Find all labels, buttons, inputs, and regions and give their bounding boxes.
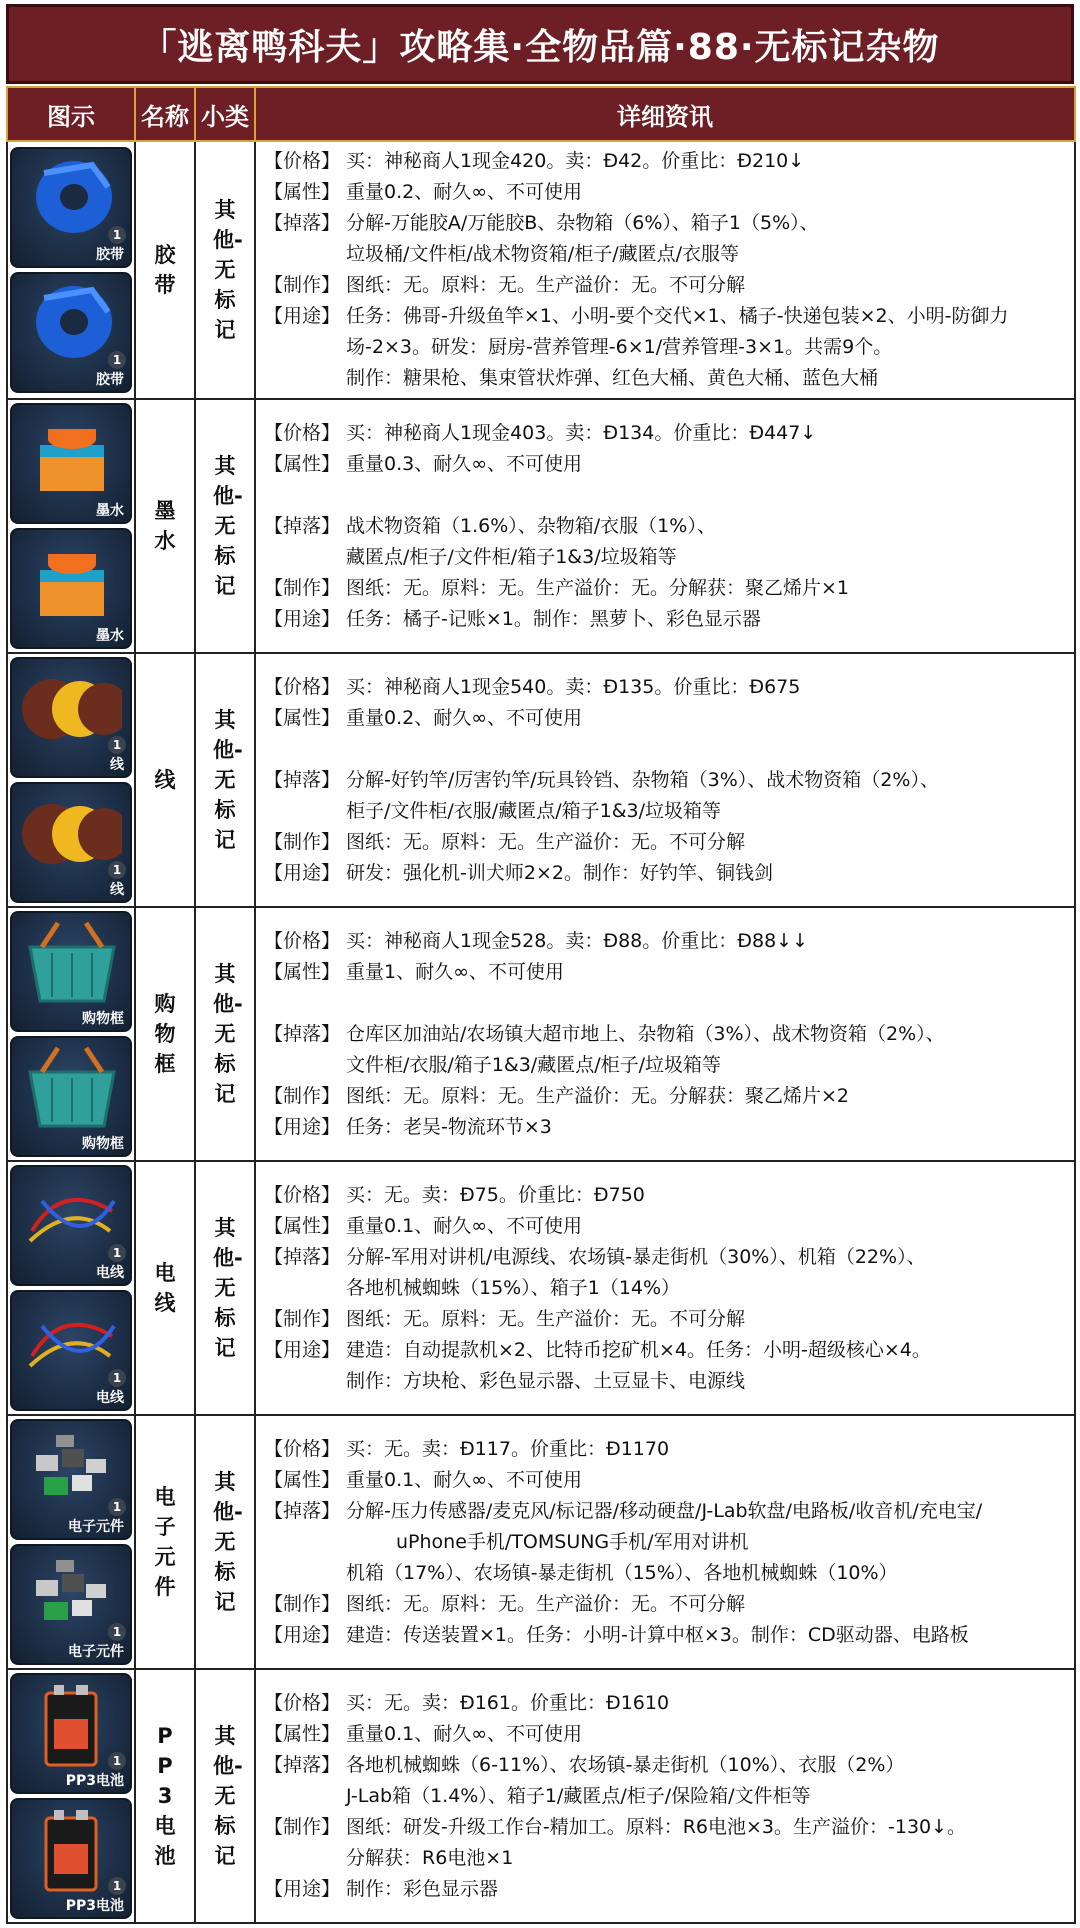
detail-row [264,957,1068,988]
detail-line: 重量0.2、耐久∞、不可使用 [346,706,583,729]
detail-tag: 【制作】 [264,274,341,296]
item-detail-cell [255,907,1075,1161]
detail-tag: 【属性】 [264,181,341,203]
item-subcategory: 其他-无标记 [213,962,243,1106]
detail-line: 买：神秘商人1现金528。卖：Ð88。价重比：Ð88↓↓ [346,929,808,952]
wire-bundle-icon [10,1165,132,1286]
item-name-cell [135,1161,195,1415]
item-count-badge: 1 [108,1498,126,1516]
detail-row [264,1019,1068,1081]
detail-row [264,1112,1068,1143]
image-cell [7,1669,135,1923]
detail-line: 任务：佛哥-升级鱼竿×1、小明-要个交代×1、橘子-快递包装×2、小明-防御力 [346,305,1009,327]
detail-line: 场-2×3。研发：厨房-营养管理-6×1/营养管理-3×1。共需9个。 [346,336,893,358]
item-subcategory: 其他-无标记 [213,454,243,598]
detail-line: 买：无。卖：Ð75。价重比：Ð750 [346,1183,645,1206]
image-cell [7,1415,135,1669]
detail-line: 分解-万能胶A/万能胶B、杂物箱（6%）、箱子1（5%）、 [346,212,819,234]
blue-tape-icon [10,147,132,268]
detail-line: 图纸：无。原料：无。生产溢价：无。不可分解 [346,274,746,296]
detail-line: 制作：彩色显示器 [346,1877,499,1900]
detail-row [264,146,1068,177]
detail-tag: 【价格】 [264,1437,341,1460]
detail-row [264,1304,1068,1335]
detail-line: 各地机械蜘蛛（6-11%）、农场镇-暴走街机（10%）、衣服（2%） [346,1753,905,1776]
icon-caption: 电子元件 [68,1644,124,1660]
item-sub-cell [195,1161,255,1415]
detail-tag: 【制作】 [264,830,341,853]
detail-tag: 【用途】 [264,1115,341,1138]
table-row [7,907,1075,1161]
table-row [7,141,1075,399]
table-row [7,1415,1075,1669]
detail-row [264,858,1068,889]
detail-row [264,1465,1068,1496]
ink-box-icon [10,528,132,649]
detail-tag: 【用途】 [264,607,341,630]
detail-line: 买：神秘商人1现金403。卖：Ð134。价重比：Ð447↓ [346,421,817,444]
detail-line: 文件柜/衣服/箱子1&3/藏匿点/柜子/垃圾箱等 [346,1053,722,1076]
item-count-badge: 1 [108,1623,126,1641]
icon-caption: 胶带 [96,372,124,388]
icon-caption: 电线 [96,1390,124,1406]
icon-caption: 线 [110,757,124,773]
item-count-badge: 1 [108,861,126,879]
item-count-badge: 1 [108,1877,126,1895]
detail-line: 买：无。卖：Ð117。价重比：Ð1170 [346,1437,670,1460]
item-detail-cell [255,1669,1075,1923]
detail-tag [264,988,346,1019]
detail-tag: 【掉落】 [264,1753,341,1776]
detail-line: 战术物资箱（1.6%）、杂物箱/衣服（1%）、 [346,514,716,537]
detail-tag: 【价格】 [264,929,341,952]
detail-tag [264,734,346,765]
detail-line: 藏匿点/柜子/文件柜/箱子1&3/垃圾箱等 [346,545,677,568]
item-subcategory: 其他-无标记 [213,1724,243,1868]
title-bar [6,4,1074,84]
item-detail-cell [255,653,1075,907]
item-name: 购物框 [154,992,176,1076]
detail-line: 任务：橘子-记账×1。制作：黑萝卜、彩色显示器 [346,607,761,630]
detail-row [264,1496,1068,1589]
detail-line: 重量0.1、耐久∞、不可使用 [346,1468,583,1491]
detail-row [264,1211,1068,1242]
image-cell [7,141,135,399]
thread-spool-icon [10,657,132,778]
pp3-battery-icon [10,1798,132,1919]
detail-row [264,734,1068,765]
image-cell [7,653,135,907]
item-name: 胶带 [154,243,176,297]
table-header-row [7,87,1075,141]
detail-tag: 【价格】 [264,1691,341,1714]
detail-line: 图纸：无。原料：无。生产溢价：无。分解获：聚乙烯片×2 [346,1084,850,1107]
ink-box-icon [10,403,132,524]
detail-line: 图纸：无。原料：无。生产溢价：无。分解获：聚乙烯片×1 [346,576,850,599]
shopping-basket-icon [10,911,132,1032]
detail-row [264,573,1068,604]
detail-line: 垃圾桶/文件柜/战术物资箱/柜子/藏匿点/衣服等 [346,243,740,265]
icon-caption: 胶带 [96,247,124,263]
icon-caption: 购物框 [82,1136,124,1152]
detail-row [264,1620,1068,1651]
detail-tag: 【掉落】 [264,1499,341,1522]
detail-line: 买：神秘商人1现金420。卖：Ð42。价重比：Ð210↓ [346,150,805,172]
item-name: PP3电池 [154,1724,176,1868]
thread-spool-icon [10,782,132,903]
page-title: 「逃离鸭科夫」攻略集·全物品篇·88·无标记杂物 [140,26,940,68]
icon-caption: 电线 [96,1265,124,1281]
detail-row [264,672,1068,703]
detail-tag: 【制作】 [264,1084,341,1107]
icon-caption: 墨水 [96,503,124,519]
detail-line: J-Lab箱（1.4%）、箱子1/藏匿点/柜子/保险箱/文件柜等 [346,1784,811,1807]
item-detail-cell [255,1161,1075,1415]
detail-line: 分解-好钓竿/厉害钓竿/玩具铃铛、杂物箱（3%）、战术物资箱（2%）、 [346,768,939,791]
image-cell [7,399,135,653]
header-name: 名称 [135,87,195,141]
detail-row [264,1081,1068,1112]
electronic-parts-icon [10,1544,132,1665]
detail-tag: 【用途】 [264,1877,341,1900]
icon-caption: 墨水 [96,628,124,644]
table-row [7,653,1075,907]
detail-tag: 【价格】 [264,150,341,172]
blue-tape-icon [10,272,132,393]
item-name-cell [135,399,195,653]
detail-row [264,511,1068,573]
detail-row [264,1874,1068,1905]
item-count-badge: 1 [108,736,126,754]
detail-line: 重量1、耐久∞、不可使用 [346,960,564,983]
item-count-badge: 1 [108,1752,126,1770]
detail-line: 重量0.3、耐久∞、不可使用 [346,452,583,475]
item-sub-cell [195,1669,255,1923]
detail-line: 图纸：研发-升级工作台-精加工。原料：R6电池×3。生产溢价：-130↓。 [346,1815,967,1838]
detail-line: 任务：老吴-物流环节×3 [346,1115,552,1138]
item-detail-cell [255,141,1075,399]
item-sub-cell [195,907,255,1161]
icon-caption: 电子元件 [68,1519,124,1535]
detail-line: 研发：强化机-训犬师2×2。制作：好钓竿、铜钱剑 [346,861,773,884]
detail-tag: 【属性】 [264,1468,341,1491]
detail-tag [264,480,346,511]
detail-tag: 【属性】 [264,1214,341,1237]
item-name-cell [135,1415,195,1669]
detail-tag: 【属性】 [264,452,341,475]
detail-row [264,926,1068,957]
detail-line: 买：神秘商人1现金540。卖：Ð135。价重比：Ð675 [346,675,801,698]
detail-line: 重量0.2、耐久∞、不可使用 [346,181,583,203]
detail-tag: 【制作】 [264,576,341,599]
detail-line: 买：无。卖：Ð161。价重比：Ð1610 [346,1691,670,1714]
icon-caption: PP3电池 [65,1773,124,1789]
detail-row [264,1242,1068,1304]
detail-row [264,1719,1068,1750]
detail-tag: 【用途】 [264,861,341,884]
detail-line: 重量0.1、耐久∞、不可使用 [346,1722,583,1745]
detail-row [264,1750,1068,1812]
detail-tag: 【属性】 [264,706,341,729]
item-subcategory: 其他-无标记 [213,1216,243,1360]
detail-tag: 【制作】 [264,1307,341,1330]
detail-line: 各地机械蜘蛛（15%）、箱子1（14%） [346,1276,681,1299]
detail-line [346,988,1068,1019]
detail-tag: 【制作】 [264,1592,341,1615]
item-sub-cell [195,1415,255,1669]
detail-tag: 【用途】 [264,1338,341,1361]
item-subcategory: 其他-无标记 [213,708,243,852]
detail-row [264,418,1068,449]
item-subcategory: 其他-无标记 [213,198,243,342]
table-row [7,1669,1075,1923]
icon-caption: 线 [110,882,124,898]
detail-row [264,1688,1068,1719]
item-name: 线 [154,768,176,792]
detail-row [264,301,1068,394]
item-sub-cell [195,399,255,653]
detail-line: 重量0.1、耐久∞、不可使用 [346,1214,583,1237]
detail-row [264,480,1068,511]
detail-row [264,208,1068,270]
shopping-basket-icon [10,1036,132,1157]
detail-tag: 【掉落】 [264,514,341,537]
detail-row [264,604,1068,635]
detail-line [346,734,1068,765]
detail-tag: 【掉落】 [264,1245,341,1268]
item-count-badge: 1 [108,1244,126,1262]
item-count-badge: 1 [108,351,126,369]
table-row [7,1161,1075,1415]
item-name-cell [135,907,195,1161]
detail-tag: 【价格】 [264,421,341,444]
image-cell [7,907,135,1161]
item-name-cell [135,141,195,399]
detail-line: uPhone手机/TOMSUNG手机/军用对讲机 [396,1530,749,1553]
detail-line: 仓库区加油站/农场镇大超市地上、杂物箱（3%）、战术物资箱（2%）、 [346,1022,945,1045]
detail-line: 图纸：无。原料：无。生产溢价：无。不可分解 [346,1307,746,1330]
detail-tag: 【掉落】 [264,1022,341,1045]
detail-tag: 【属性】 [264,960,341,983]
detail-row [264,270,1068,301]
detail-row [264,449,1068,480]
electronic-parts-icon [10,1419,132,1540]
wire-bundle-icon [10,1290,132,1411]
icon-caption: 购物框 [82,1011,124,1027]
detail-tag: 【用途】 [264,305,341,327]
item-count-badge: 1 [108,1369,126,1387]
detail-line: 机箱（17%）、农场镇-暴走街机（15%）、各地机械蜘蛛（10%） [346,1561,898,1584]
detail-row [264,827,1068,858]
item-name: 墨水 [154,499,176,553]
item-sub-cell [195,141,255,399]
detail-tag: 【属性】 [264,1722,341,1745]
item-count-badge: 1 [108,226,126,244]
detail-line: 制作：糖果枪、集束管状炸弹、红色大桶、黄色大桶、蓝色大桶 [346,367,879,389]
item-name: 电子元件 [154,1485,176,1599]
pp3-battery-icon [10,1673,132,1794]
detail-line: 制作：方块枪、彩色显示器、土豆显卡、电源线 [346,1369,746,1392]
detail-row [264,765,1068,827]
item-name-cell [135,653,195,907]
item-detail-cell [255,399,1075,653]
detail-tag: 【掉落】 [264,768,341,791]
item-detail-cell [255,1415,1075,1669]
detail-tag: 【掉落】 [264,212,341,234]
detail-tag: 【价格】 [264,675,341,698]
detail-line: 分解获：R6电池×1 [346,1846,514,1869]
detail-tag: 【制作】 [264,1815,341,1838]
detail-row [264,1335,1068,1397]
detail-row [264,703,1068,734]
detail-line: 柜子/文件柜/衣服/藏匿点/箱子1&3/垃圾箱等 [346,799,722,822]
item-name: 电线 [154,1261,176,1315]
table-row [7,399,1075,653]
item-sub-cell [195,653,255,907]
detail-line: 图纸：无。原料：无。生产溢价：无。不可分解 [346,1592,746,1615]
detail-row [264,1812,1068,1874]
icon-caption: PP3电池 [65,1898,124,1914]
detail-row [264,1589,1068,1620]
item-subcategory: 其他-无标记 [213,1470,243,1614]
item-name-cell [135,1669,195,1923]
header-sub: 小类 [195,87,255,141]
detail-tag: 【用途】 [264,1623,341,1646]
detail-line: 建造：传送装置×1。任务：小明-计算中枢×3。制作：CD驱动器、电路板 [346,1623,969,1646]
detail-tag: 【价格】 [264,1183,341,1206]
header-detail: 详细资讯 [255,87,1075,141]
items-table [6,86,1076,1924]
detail-row [264,988,1068,1019]
detail-row [264,1434,1068,1465]
detail-line: 图纸：无。原料：无。生产溢价：无。不可分解 [346,830,746,853]
detail-row [264,1180,1068,1211]
detail-line: 分解-压力传感器/麦克风/标记器/移动硬盘/J-Lab软盘/电路板/收音机/充电宝/ [346,1499,983,1522]
detail-line [346,480,1068,511]
header-image: 图示 [7,87,135,141]
detail-line: 建造：自动提款机×2、比特币挖矿机×4。任务：小明-超级核心×4。 [346,1338,931,1361]
image-cell [7,1161,135,1415]
detail-row [264,177,1068,208]
detail-line: 分解-军用对讲机/电源线、农场镇-暴走街机（30%）、机箱（22%）、 [346,1245,926,1268]
